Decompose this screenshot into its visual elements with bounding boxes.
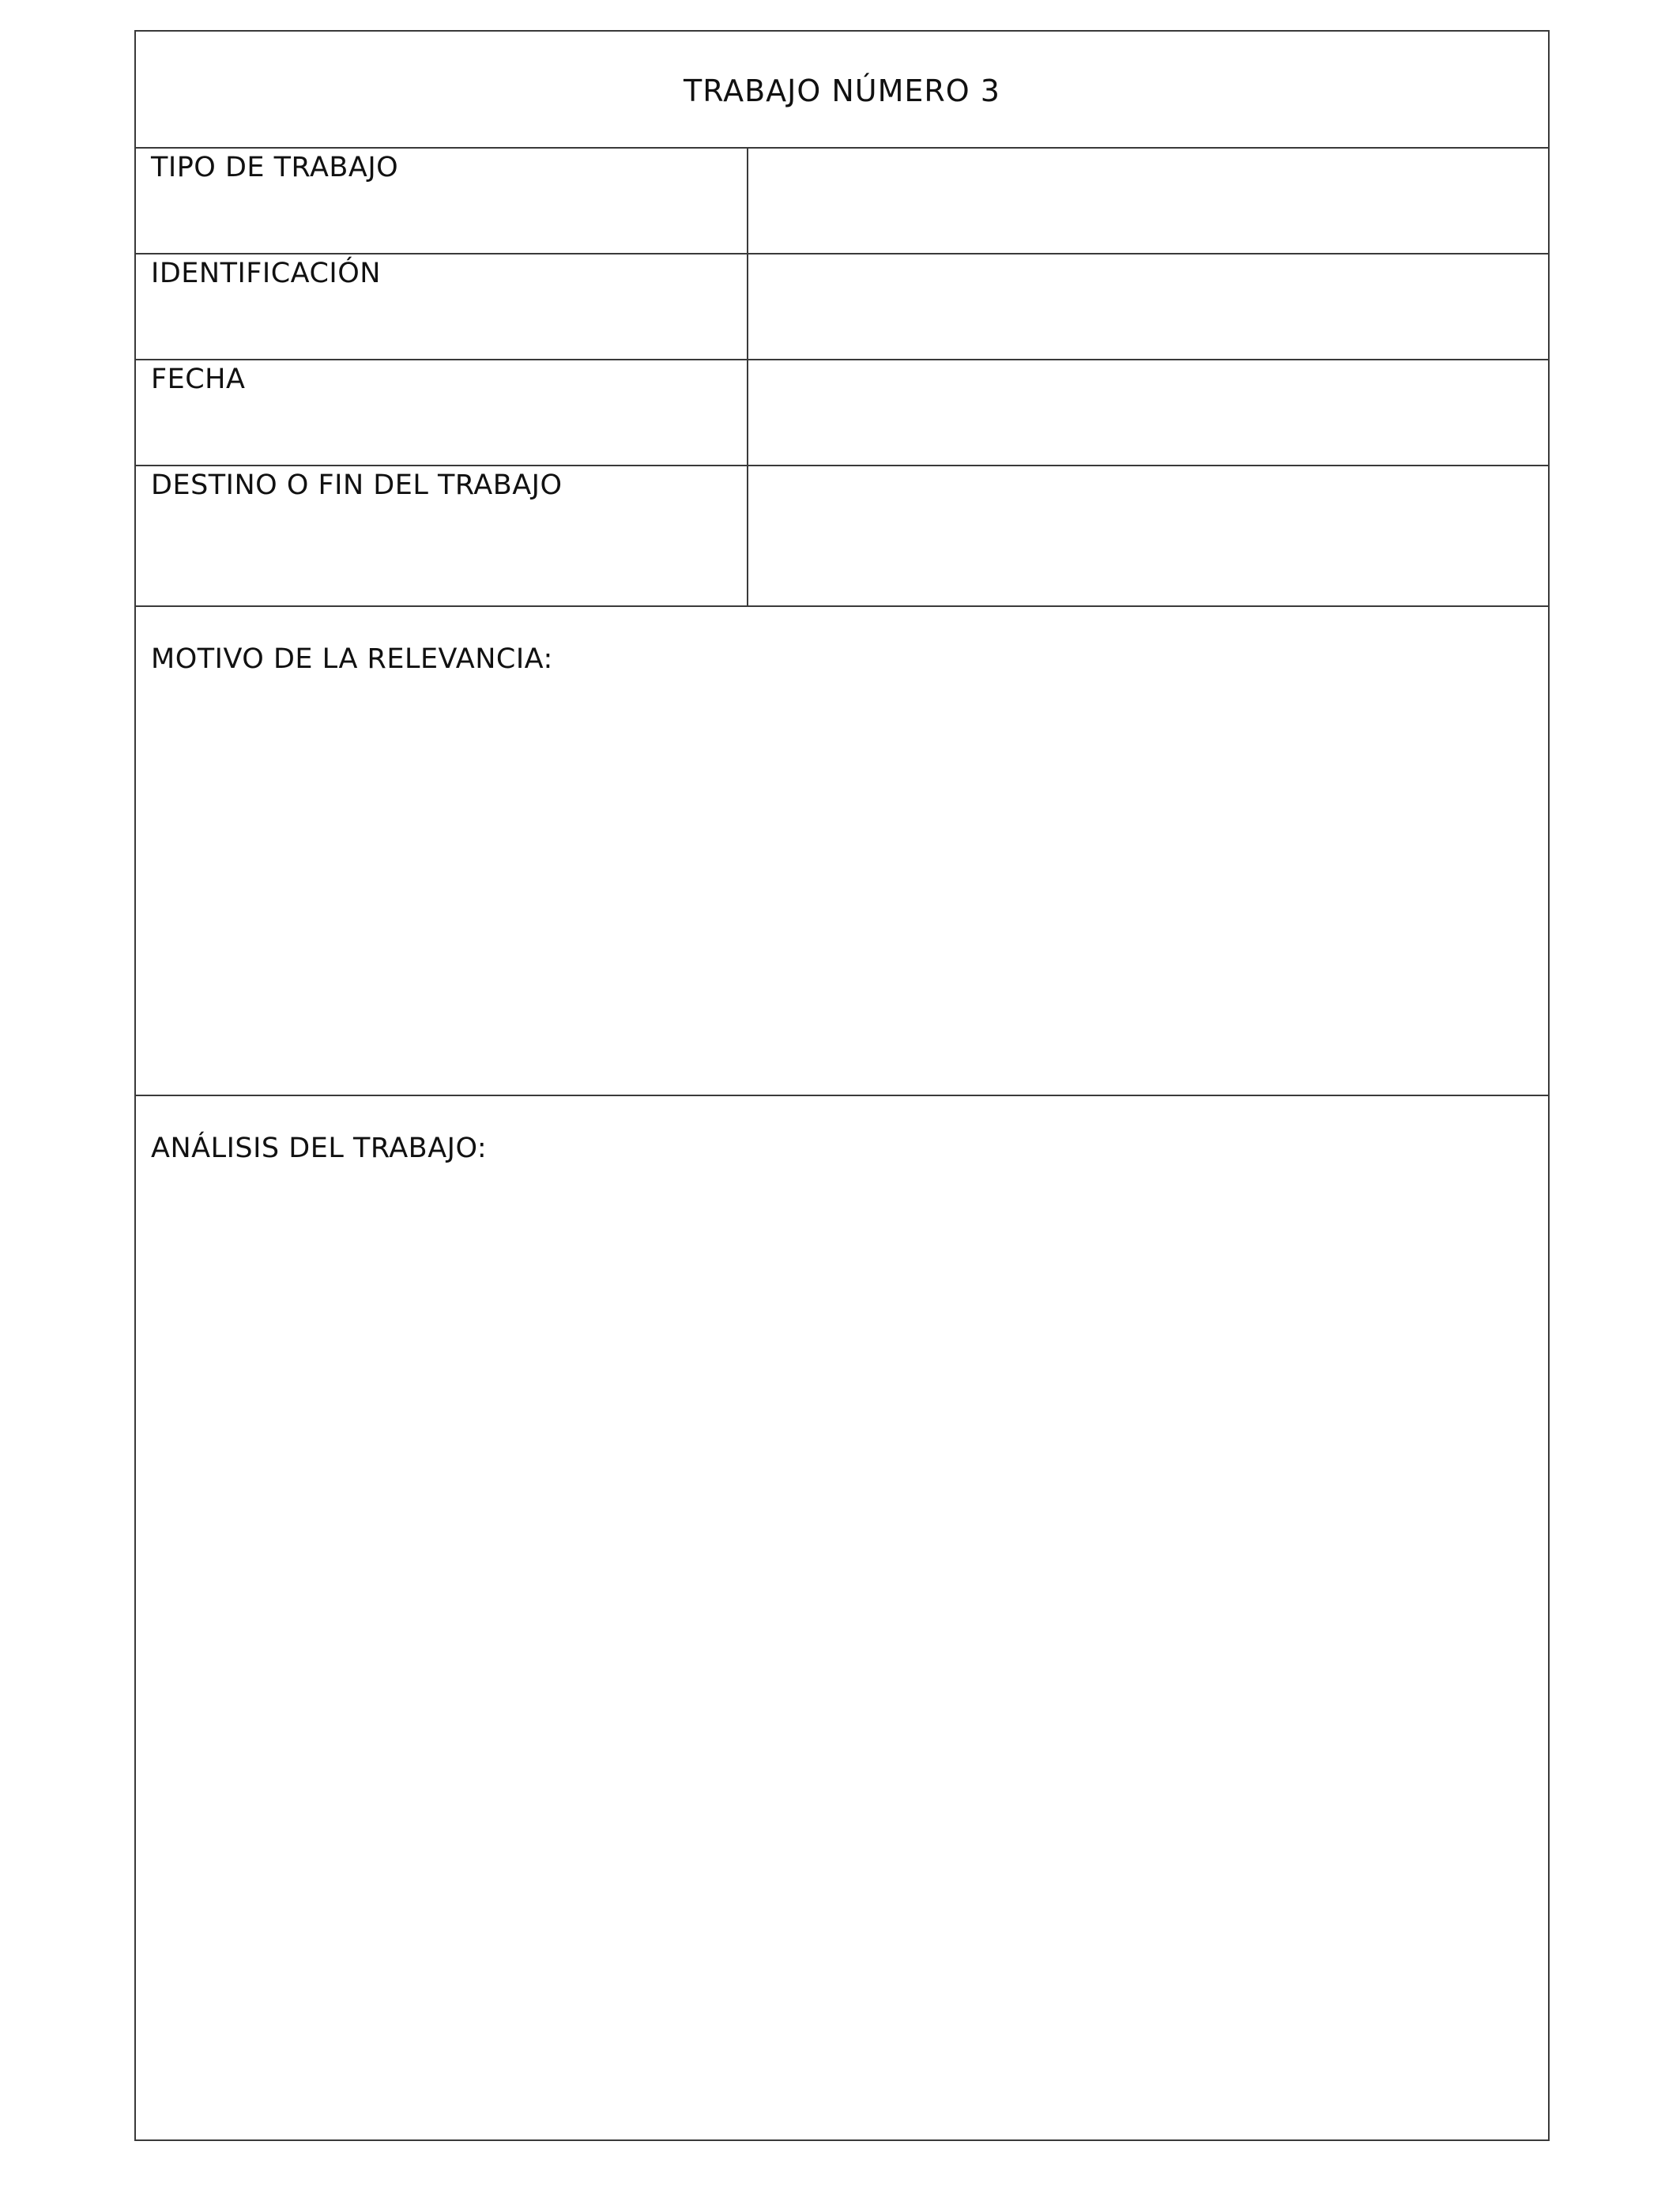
section-label-analisis: ANÁLISIS DEL TRABAJO: bbox=[151, 1133, 488, 1164]
field-value-identificacion[interactable] bbox=[748, 254, 1548, 359]
section-label-motivo: MOTIVO DE LA RELEVANCIA: bbox=[151, 643, 553, 675]
section-body-motivo[interactable] bbox=[136, 694, 1548, 1095]
form-title: TRABAJO NÚMERO 3 bbox=[684, 74, 1000, 108]
field-row-identificacion bbox=[136, 253, 1548, 359]
section-motivo-relevancia bbox=[136, 605, 1548, 1095]
field-row-tipo-de-trabajo bbox=[136, 147, 1548, 253]
field-label-tipo-de-trabajo: TIPO DE TRABAJO bbox=[151, 152, 399, 183]
field-value-destino[interactable] bbox=[748, 466, 1548, 605]
section-body-analisis[interactable] bbox=[136, 1183, 1548, 2139]
field-label-identificacion: IDENTIFICACIÓN bbox=[151, 258, 381, 289]
field-label-fecha: FECHA bbox=[151, 364, 246, 395]
field-value-tipo-de-trabajo[interactable] bbox=[748, 149, 1548, 253]
section-analisis-trabajo bbox=[136, 1095, 1548, 2139]
field-label-destino: DESTINO O FIN DEL TRABAJO bbox=[151, 469, 563, 501]
work-form bbox=[134, 30, 1550, 2141]
field-label-cell bbox=[136, 254, 748, 359]
field-label-cell bbox=[136, 149, 748, 253]
field-row-destino bbox=[136, 465, 1548, 605]
form-title-row bbox=[136, 32, 1548, 147]
field-value-fecha[interactable] bbox=[748, 360, 1548, 465]
field-label-cell bbox=[136, 360, 748, 465]
field-row-fecha bbox=[136, 359, 1548, 465]
field-label-cell bbox=[136, 466, 748, 605]
